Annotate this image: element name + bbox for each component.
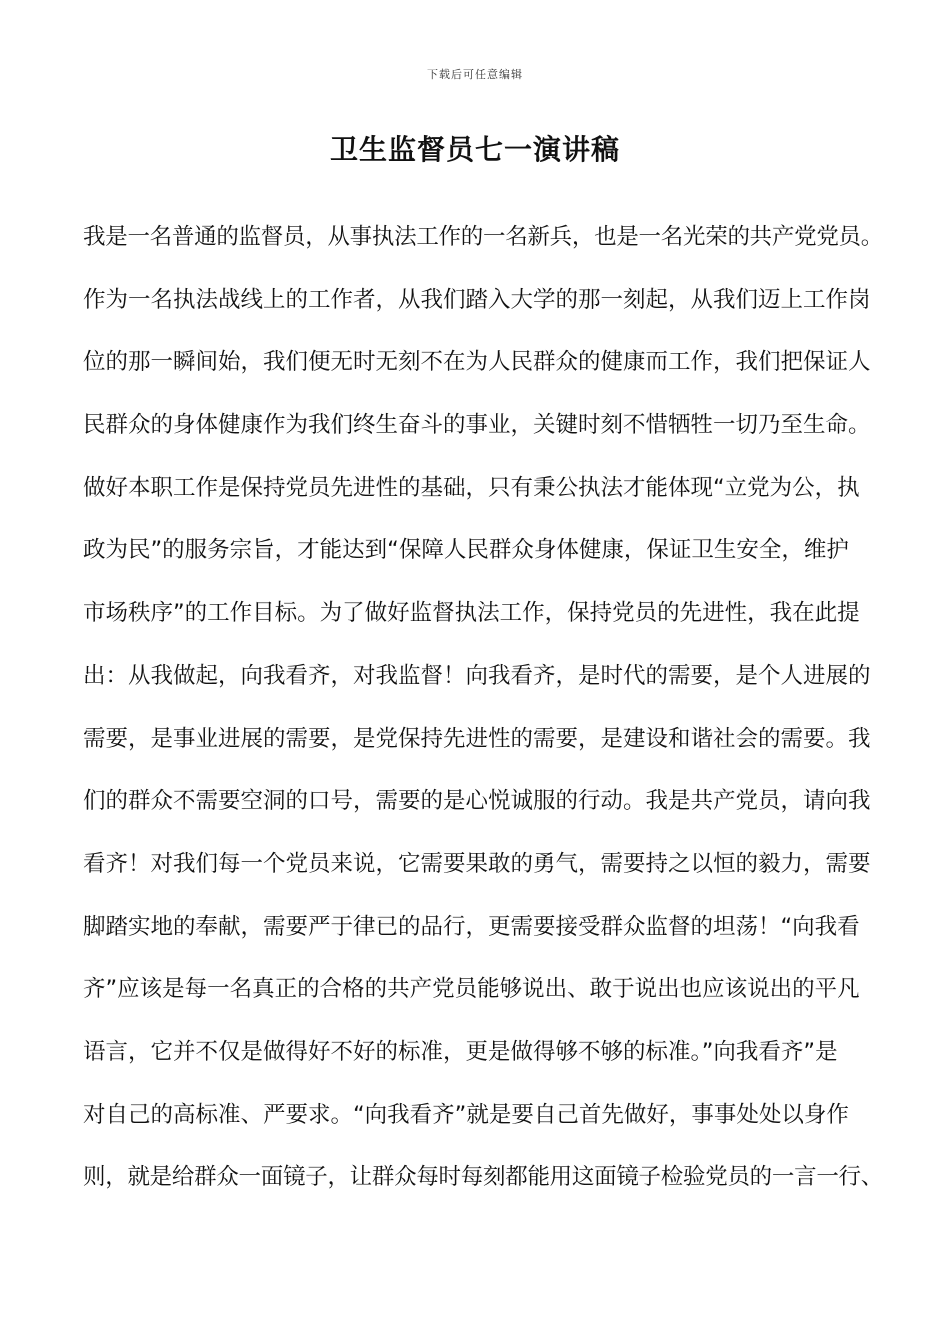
text-line: 出：从我做起，向我看齐，对我监督！向我看齐，是时代的需要，是个人进展的 [83,662,871,689]
text-line: 我是一名普通的监督员，从事执法工作的一名新兵，也是一名光荣的共产党党员。 [83,224,884,250]
text-line: 市场秩序”的工作目标。为了做好监督执法工作，保持党员的先进性，我在此提 [83,600,860,627]
text-line: 看齐！对我们每一个党员来说，它需要果敢的勇气，需要持之以恒的毅力，需要 [83,850,871,877]
page-title: 卫生监督员七一演讲稿 [329,133,620,166]
text-line: 齐”应该是每一名真正的合格的共产党员能够说出、敢于说出也应该说出的平凡 [83,976,860,1003]
text-line: 民群众的身体健康作为我们终生奋斗的事业，关键时刻不惜牺牲一切乃至生命。 [83,412,871,439]
text-line: 政为民”的服务宗旨，才能达到“保障人民群众身体健康，保证卫生安全，维护 [83,537,849,564]
text-line: 作为一名执法战线上的工作者，从我们踏入大学的那一刻起，从我们迈上工作岗 [83,286,871,313]
text-line: 脚踏实地的奉献，需要严于律已的品行，更需要接受群众监督的坦荡！“向我看 [83,913,860,940]
text-line: 则，就是给群众一面镜子，让群众每时每刻都能用这面镜子检验党员的一言一行、 [83,1164,884,1191]
text-line: 做好本职工作是保持党员先进性的基础，只有秉公执法才能体现“立党为公，执 [83,474,860,501]
text-line: 需要，是事业进展的需要，是党保持先进性的需要，是建设和谐社会的需要。我 [83,725,871,752]
text-line: 对自己的高标准、严要求。“向我看齐”就是要自己首先做好，事事处处以身作 [83,1101,849,1128]
text-line: 们的群众不需要空洞的口号，需要的是心悦诚服的行动。我是共产党员，请向我 [83,788,871,815]
text-line: 语言，它并不仅是做得好不好的标准，更是做得够不够的标准。”向我看齐”是 [83,1038,838,1065]
header-note: 下载后可任意编辑 [427,68,523,81]
text-line: 位的那一瞬间始，我们便无时无刻不在为人民群众的健康而工作，我们把保证人 [83,349,871,376]
body-text [83,222,883,1225]
